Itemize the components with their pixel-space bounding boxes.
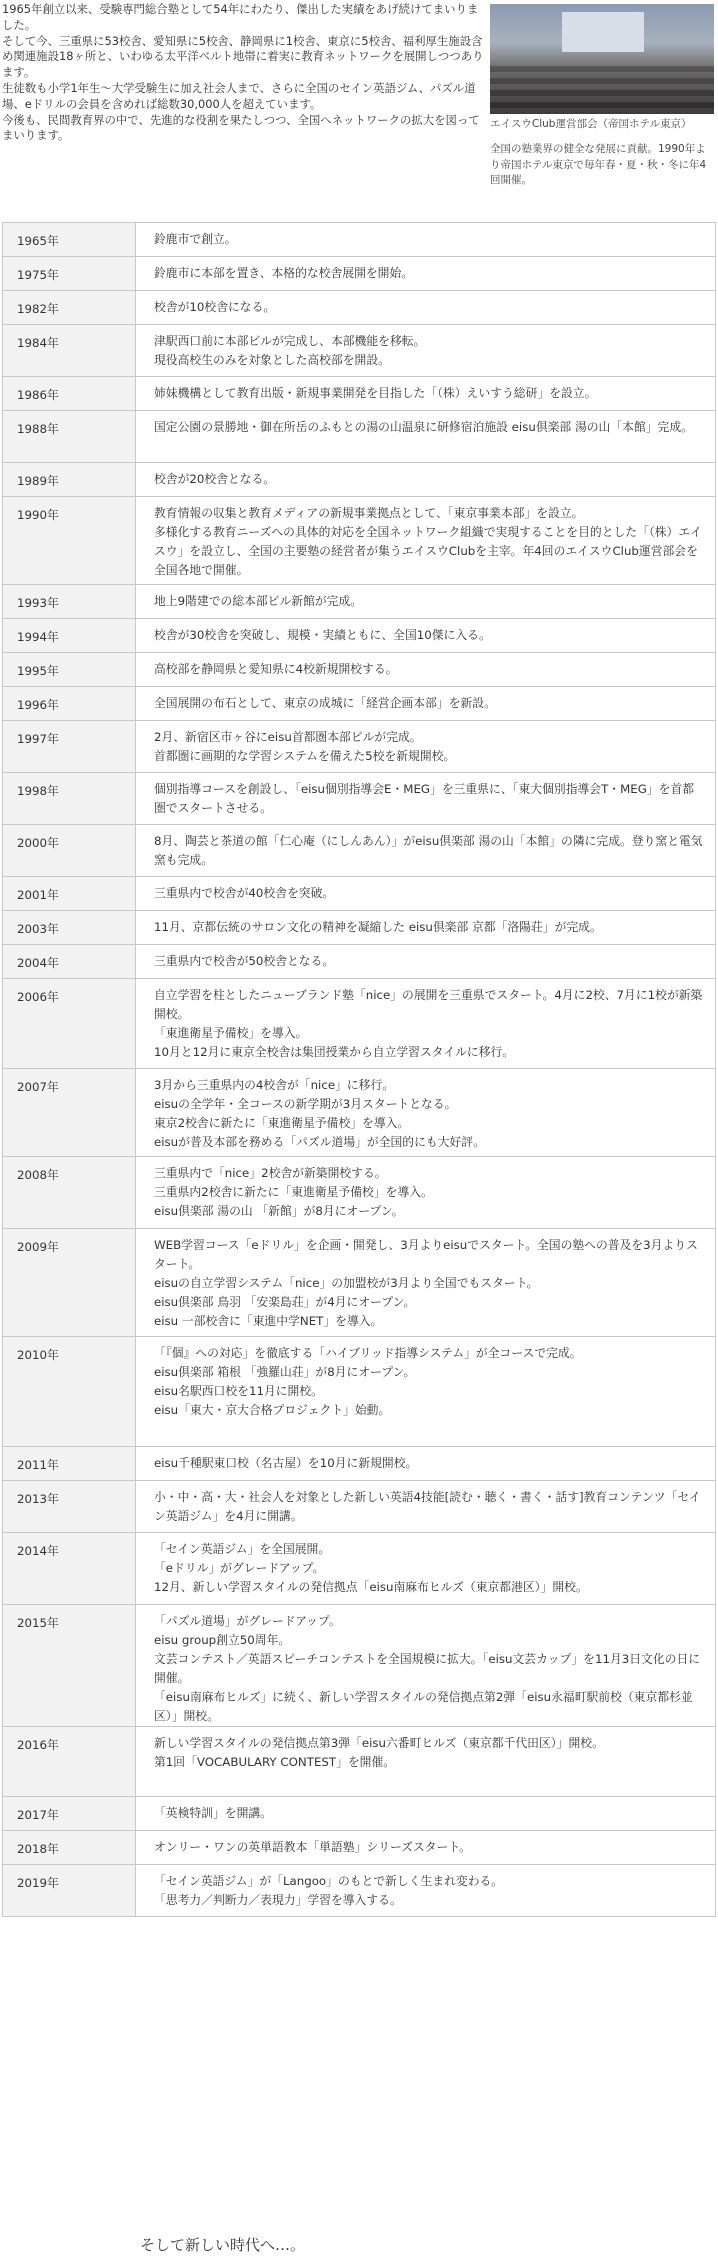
history-description — [136, 223, 716, 257]
history-description — [136, 687, 716, 721]
history-year: 2000年 — [3, 825, 136, 877]
history-row — [3, 979, 716, 1069]
history-description — [136, 1481, 716, 1533]
history-row — [3, 825, 716, 877]
history-description — [136, 497, 716, 585]
intro-text — [2, 2, 484, 144]
history-line: 姉妹機構として教育出版・新規事業開発を目指した「（株）えいすう総研」を設立。 — [154, 386, 597, 400]
history-line: 2月、新宿区市ヶ谷にeisu首都圏本部ビルが完成。 — [154, 730, 422, 744]
history-year: 1995年 — [3, 653, 136, 687]
history-line: 鈴鹿市で創立。 — [154, 232, 237, 246]
history-description — [136, 877, 716, 911]
history-year: 1993年 — [3, 585, 136, 619]
history-description — [136, 291, 716, 325]
history-line: 首都圏に画期的な学習システムを備えた5校を新規開校。 — [154, 749, 456, 763]
intro-paragraph: 1965年創立以来、受験専門総合塾として54年にわたり、傑出した実績をあげ続けてまいりました。 — [2, 2, 479, 32]
history-year: 2016年 — [3, 1727, 136, 1797]
history-line: 11月、京都伝統のサロン文化の精神を凝縮した eisu倶楽部 京都「洛陽荘」が完成。 — [154, 920, 602, 934]
history-line: 「『個』への対応」を徹底する「ハイブリッド指導システム」が全コースで完成。 — [154, 1346, 582, 1360]
intro-paragraph: 今後も、民間教育界の中で、先進的な役割を果たしつつ、全国へネットワークの拡大を図ってまいります。 — [2, 112, 480, 143]
history-line: 校舎が30校舎を突破し、規模・実績ともに、全国10傑に入る。 — [154, 628, 491, 642]
history-row — [3, 1157, 716, 1229]
history-row — [3, 721, 716, 773]
history-year: 2009年 — [3, 1229, 136, 1337]
history-line: 「セイン英語ジム」が「Langoo」のもとで新しく生まれ変わる。 — [154, 1874, 504, 1888]
history-row — [3, 411, 716, 463]
history-line: 8月、陶芸と茶道の館「仁心庵（にしんあん）」がeisu倶楽部 湯の山「本館」の隣に完成。登り窯と電気窯も完成。 — [154, 834, 703, 867]
history-description — [136, 1229, 716, 1337]
history-line: 「英検特訓」を開講。 — [154, 1806, 272, 1820]
history-row — [3, 1069, 716, 1157]
history-line: 東京2校舎に新たに「東進衛星予備校」を導入。 — [154, 1116, 410, 1130]
history-line: 3月から三重県内の4校舎が「nice」に移行。 — [154, 1078, 395, 1092]
history-line: 国定公園の景勝地・御在所岳のふもとの湯の山温泉に研修宿泊施設 eisu倶楽部 湯の山「本館」完成。 — [154, 420, 693, 434]
history-line: 現役高校生のみを対象とした高校部を開設。 — [154, 353, 390, 367]
history-description — [136, 1533, 716, 1605]
history-description — [136, 1157, 716, 1229]
conference-photo — [490, 4, 714, 114]
history-year: 2004年 — [3, 945, 136, 979]
history-line: 校舎が20校舎となる。 — [154, 472, 276, 486]
history-body — [3, 223, 716, 1917]
history-row — [3, 687, 716, 721]
history-line: eisu倶楽部 鳥羽 「安楽島荘」が4月にオープン。 — [154, 1295, 416, 1309]
history-year: 2017年 — [3, 1797, 136, 1831]
history-row — [3, 1481, 716, 1533]
history-row — [3, 1605, 716, 1727]
history-line: 小・中・高・大・社会人を対象とした新しい英語4技能[読む・聴く・書く・話す]教育コンテンツ「セイン英語ジム」を4月に開講。 — [154, 1490, 701, 1523]
history-description — [136, 825, 716, 877]
history-row — [3, 1533, 716, 1605]
history-row — [3, 773, 716, 825]
history-description — [136, 585, 716, 619]
history-line: eisu group創立50周年。 — [154, 1633, 291, 1647]
history-line: eisu倶楽部 箱根 「強羅山荘」が8月にオープン。 — [154, 1365, 416, 1379]
history-year: 2010年 — [3, 1337, 136, 1447]
history-year: 1982年 — [3, 291, 136, 325]
history-line: 教育情報の収集と教育メディアの新規事業拠点として、「東京事業本部」を設立。 — [154, 506, 584, 520]
history-description — [136, 1797, 716, 1831]
history-description — [136, 911, 716, 945]
history-line: 自立学習を柱としたニューブランド塾「nice」の展開を三重県でスタート。4月に2校、7月に1校が新築開校。 — [154, 988, 703, 1021]
history-description — [136, 1337, 716, 1447]
history-year: 2001年 — [3, 877, 136, 911]
history-row — [3, 585, 716, 619]
history-year: 2007年 — [3, 1069, 136, 1157]
history-year: 1984年 — [3, 325, 136, 377]
history-year: 2015年 — [3, 1605, 136, 1727]
history-year: 1990年 — [3, 497, 136, 585]
history-line: 全国展開の布石として、東京の成城に「経営企画本部」を新設。 — [154, 696, 496, 710]
history-year: 1994年 — [3, 619, 136, 653]
history-description — [136, 1447, 716, 1481]
history-line: 「東進衛星予備校」を導入。 — [154, 1026, 308, 1040]
history-line: 文芸コンテスト／英語スピーチコンテストを全国規模に拡大。「eisu文芸カップ」を11月3日文化の日に開催。 — [154, 1652, 701, 1685]
history-line: 三重県内で校舎が50校舎となる。 — [154, 954, 335, 968]
history-row — [3, 1337, 716, 1447]
history-line: 地上9階建での総本部ビル新館が完成。 — [154, 594, 363, 608]
history-year: 1996年 — [3, 687, 136, 721]
history-line: 三重県内で「nice」2校舎が新築開校する。 — [154, 1166, 387, 1180]
history-line: 「思考力／判断力／表現力」学習を導入する。 — [154, 1893, 402, 1907]
history-row — [3, 257, 716, 291]
history-table — [2, 222, 716, 1917]
history-row — [3, 1447, 716, 1481]
history-year: 1988年 — [3, 411, 136, 463]
history-line: eisu倶楽部 湯の山 「新館」が8月にオープン。 — [154, 1204, 404, 1218]
history-description — [136, 325, 716, 377]
history-description — [136, 653, 716, 687]
history-row — [3, 1865, 716, 1917]
history-line: eisu千種駅東口校（名古屋）を10月に新規開校。 — [154, 1456, 418, 1470]
photo-screen — [562, 12, 644, 52]
intro-paragraph: そして今、三重県に53校舎、愛知県に5校舎、静岡県に1校舎、東京に5校舎、福利厚生施設含め関連施設18ヶ所と、いわゆる太平洋ベルト地帯に着実に教育ネットワークを展開しつつあります。 — [2, 33, 484, 80]
history-year: 1997年 — [3, 721, 136, 773]
history-line: eisu「東大・京大合格プロジェクト」始動。 — [154, 1403, 391, 1417]
history-year: 1965年 — [3, 223, 136, 257]
history-description — [136, 377, 716, 411]
history-description — [136, 463, 716, 497]
history-description — [136, 257, 716, 291]
history-description — [136, 945, 716, 979]
history-row — [3, 877, 716, 911]
history-row — [3, 911, 716, 945]
history-row — [3, 463, 716, 497]
history-row — [3, 1229, 716, 1337]
history-description — [136, 1727, 716, 1797]
history-line: 12月、新しい学習スタイルの発信拠点「eisu南麻布ヒルズ（東京都港区）」開校。 — [154, 1580, 588, 1594]
history-year: 2003年 — [3, 911, 136, 945]
history-description — [136, 1865, 716, 1917]
history-description — [136, 619, 716, 653]
history-year: 2006年 — [3, 979, 136, 1069]
history-row — [3, 653, 716, 687]
history-row — [3, 1831, 716, 1865]
history-line: 新しい学習スタイルの発信拠点第3弾「eisu六番町ヒルズ（東京都千代田区）」開校。 — [154, 1736, 604, 1750]
history-line: 鈴鹿市に本部を置き、本格的な校舎展開を開始。 — [154, 266, 414, 280]
history-row — [3, 497, 716, 585]
history-row — [3, 619, 716, 653]
history-description — [136, 1069, 716, 1157]
history-line: オンリー・ワンの英単語教本「単語塾」シリーズスタート。 — [154, 1840, 471, 1854]
history-year: 1998年 — [3, 773, 136, 825]
history-row — [3, 377, 716, 411]
history-line: eisuの全学年・全コースの新学期が3月スタートとなる。 — [154, 1097, 457, 1111]
history-line: 三重県内2校舎に新たに「東進衛星予備校」を導入。 — [154, 1185, 433, 1199]
history-year: 2014年 — [3, 1533, 136, 1605]
history-line: 「パズル道場」がグレードアップ。 — [154, 1614, 341, 1628]
history-line: 「eドリル」がグレードアップ。 — [154, 1561, 325, 1575]
history-line: 高校部を静岡県と愛知県に4校新規開校する。 — [154, 662, 398, 676]
history-description — [136, 979, 716, 1069]
outro-text: そして新しい時代へ…。 — [140, 2236, 306, 2254]
history-year: 1975年 — [3, 257, 136, 291]
history-line: eisu名駅西口校を11月に開校。 — [154, 1384, 323, 1398]
history-description — [136, 411, 716, 463]
history-row — [3, 291, 716, 325]
history-line: 個別指導コースを創設し、「eisu個別指導会E・MEG」を三重県に、「東大個別指導会T・MEG」を首都圏でスタートさせる。 — [154, 782, 695, 815]
history-line: 多様化する教育ニーズへの具体的対応を全国ネットワーク組織で実現することを目的とした「（株）エイスウ」を設立し、全国の主要塾の経営者が集うエイスウClubを主宰。年4回のエイスウClub運営部会を全国各地で開催。 — [154, 525, 702, 577]
history-year: 1989年 — [3, 463, 136, 497]
history-row — [3, 1797, 716, 1831]
intro-paragraph: 生徒数も小学1年生～大学受験生に加え社会人まで、さらに全国のセイン英語ジム、パズル道場、eドリルの会員を含めれば総数30,000人を超えています。 — [2, 80, 476, 111]
history-line: eisuの自立学習システム「nice」の加盟校が3月より全国でもスタート。 — [154, 1276, 539, 1290]
history-line: 校舎が10校舎になる。 — [154, 300, 276, 314]
history-row — [3, 223, 716, 257]
history-year: 2018年 — [3, 1831, 136, 1865]
history-row — [3, 1727, 716, 1797]
history-line: 10月と12月に東京全校舎は集団授業から自立学習スタイルに移行。 — [154, 1045, 515, 1059]
history-line: 「セイン英語ジム」を全国展開。 — [154, 1542, 331, 1556]
history-year: 2019年 — [3, 1865, 136, 1917]
history-year: 2013年 — [3, 1481, 136, 1533]
history-line: 津駅西口前に本部ビルが完成し、本部機能を移転。 — [154, 334, 426, 348]
history-year: 1986年 — [3, 377, 136, 411]
photo-caption-title: エイスウClub運営部会（帝国ホテル東京） — [490, 118, 692, 130]
history-line: eisuが普及本部を務める「パズル道場」が全国的にも大好評。 — [154, 1135, 485, 1149]
history-line: eisu 一部校舎に「東進中学NET」を導入。 — [154, 1314, 383, 1328]
history-line: 三重県内で校舎が40校舎を突破。 — [154, 886, 335, 900]
history-description — [136, 721, 716, 773]
history-year: 2008年 — [3, 1157, 136, 1229]
history-line: 第1回「VOCABULARY CONTEST」を開催。 — [154, 1755, 396, 1769]
history-description — [136, 773, 716, 825]
history-row — [3, 325, 716, 377]
history-row — [3, 945, 716, 979]
history-year: 2011年 — [3, 1447, 136, 1481]
history-description — [136, 1831, 716, 1865]
photo-caption-text: 全国の塾業界の健全な発展に貢献。1990年より帝国ホテル東京で毎年春・夏・秋・冬に年4回開催。 — [490, 143, 707, 186]
history-line: WEB学習コース「eドリル」を企画・開発し、3月よりeisuでスタート。全国の塾への普及を3月よりスタート。 — [154, 1238, 698, 1271]
history-description — [136, 1605, 716, 1727]
history-line: 「eisu南麻布ヒルズ」に続く、新しい学習スタイルの発信拠点第2弾「eisu永福町駅前校（東京都杉並区）」開校。 — [154, 1690, 693, 1723]
